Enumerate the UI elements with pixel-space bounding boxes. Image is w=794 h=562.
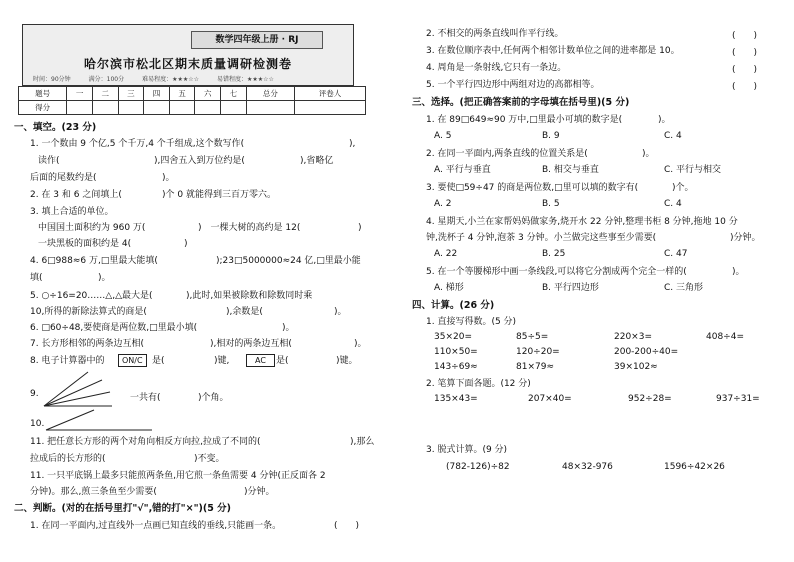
calc-item: 408÷4= xyxy=(706,332,744,342)
q7-end2: )。 xyxy=(354,339,367,349)
q9-end: )个角。 xyxy=(198,393,229,403)
q11-text: 11. 把任意长方形的两个对角向相反方向拉,拉成了不同的( xyxy=(30,437,261,447)
judge-q5: 5. 一个平行四边形中两组对边的高都相等。 xyxy=(426,80,600,90)
choice-q1-option-c[interactable]: C. 4 xyxy=(664,131,682,141)
choice-q5-option-c[interactable]: C. 三角形 xyxy=(664,283,704,293)
score-cell: 七 xyxy=(221,87,247,101)
score-cell: 评卷人 xyxy=(295,87,366,101)
q10-number: 10. xyxy=(30,419,45,429)
score-entry[interactable] xyxy=(221,101,247,115)
choice-q5-option-a[interactable]: A. 梯形 xyxy=(434,283,464,293)
q7-text: 7. 长方形相邻的两条边互相( xyxy=(30,339,144,349)
judge-q1: 1. 在同一平面内,过直线外一点画已知直线的垂线,只能画一条。 xyxy=(30,521,282,531)
score-entry[interactable] xyxy=(295,101,366,115)
section-fill-blank-title: 一、填空。(23 分) xyxy=(14,122,97,133)
judge-q4: 4. 周角是一条射线,它只有一条边。 xyxy=(426,63,567,73)
q11-end: ),那么 xyxy=(350,437,375,447)
exam-meta: 时间：90分钟 满分：100分 难易程度：★★★☆☆ 易错程度：★★★☆☆ xyxy=(33,76,274,83)
choice-q4: 4. 星期天,小兰在家帮妈妈做家务,烧开水 22 分钟,整理书柜 8 分钟,拖地 10 分 xyxy=(426,217,738,227)
q8-text: 8. 电子计算器中的 xyxy=(30,356,105,366)
calc-item: 35×20= xyxy=(434,332,472,342)
q5-mid: ),此时,如果被除数和除数同时乘 xyxy=(186,291,313,301)
q1-line2-end: ),省略亿 xyxy=(300,156,334,166)
angle-figure-q10 xyxy=(44,408,154,432)
q1-line1: 1. 一个数由 9 个亿,5 个千万,4 个千组成,这个数写作( xyxy=(30,139,245,149)
q4b-text: 填( xyxy=(30,273,43,283)
score-table-score-row xyxy=(19,101,366,115)
score-entry[interactable] xyxy=(92,101,118,115)
choice-q1-option-a[interactable]: A. 5 xyxy=(434,131,452,141)
banner-subtitle: 数学四年级上册 · RJ xyxy=(191,31,323,49)
calc-written-item: 135×43= xyxy=(434,394,478,404)
calc-key-ac xyxy=(246,354,275,367)
calc-written-item: 937÷31= xyxy=(716,394,760,404)
q1-line2: 读作( xyxy=(38,156,60,166)
calc-item: 85÷5= xyxy=(516,332,549,342)
choice-q5-option-b[interactable]: B. 平行四边形 xyxy=(542,283,599,293)
score-cell: 总分 xyxy=(246,87,294,101)
score-cell: 三 xyxy=(118,87,144,101)
q11b-text: 拉成后的长方形的( xyxy=(30,454,106,464)
q3a-end: ) xyxy=(358,223,362,233)
choice-q4-option-a[interactable]: A. 22 xyxy=(434,249,458,259)
judge-q3: 3. 在数位顺序表中,任何两个相邻计数单位之间的进率都是 10。 xyxy=(426,46,680,56)
q3b-text: 一块黑板的面积约是 4( xyxy=(38,239,132,249)
choice-q2-end: )。 xyxy=(642,149,655,159)
judge-q3-paren[interactable]: ( ) xyxy=(732,48,758,58)
section-choice-title: 三、选择。(把正确答案前的字母填在括号里)(5 分) xyxy=(412,97,630,108)
judge-q1-paren[interactable]: ( ) xyxy=(334,521,360,531)
section-judge-title: 二、判断。(对的在括号里打"√",错的打"×")(5 分) xyxy=(14,503,231,514)
judge-q2-paren[interactable]: ( ) xyxy=(732,31,758,41)
q1-line1-end: ), xyxy=(349,139,356,149)
score-entry[interactable] xyxy=(67,101,93,115)
q3a-text: 中国国土面积约为 960 万( xyxy=(38,223,146,233)
calc-item: 220×3= xyxy=(614,332,652,342)
calc-item: 81×79≈ xyxy=(516,362,554,372)
choice-q1-option-b[interactable]: B. 9 xyxy=(542,131,560,141)
q5-text: 5. ○÷16=20……△,△最大是( xyxy=(30,291,153,301)
q3a-mid: ) 一棵大树的高约是 12( xyxy=(198,223,301,233)
q1-line3: 后面的尾数约是( xyxy=(30,173,97,183)
score-cell: 题号 xyxy=(19,87,67,101)
calc-key-on-c xyxy=(118,354,147,367)
judge-q4-paren[interactable]: ( ) xyxy=(732,65,758,75)
score-table xyxy=(18,86,366,115)
score-entry[interactable] xyxy=(246,101,294,115)
q12b-text: 分钟)。那么,煎三条鱼至少需要( xyxy=(30,487,157,497)
calc-step-title: 3. 脱式计算。(9 分) xyxy=(426,445,508,455)
choice-q3-option-b[interactable]: B. 5 xyxy=(542,199,560,209)
calc-written-item: 207×40= xyxy=(528,394,572,404)
calc-written-title: 2. 笔算下面各题。(12 分) xyxy=(426,379,531,389)
key-on-c-label: ON/C xyxy=(118,354,147,367)
q8-mid3: 是( xyxy=(276,356,289,366)
q5b-end: )。 xyxy=(334,307,347,317)
score-cell: 一 xyxy=(67,87,93,101)
q4-text: 4. 6□988≈6 万,□里最大能填( xyxy=(30,256,158,266)
score-cell: 四 xyxy=(144,87,170,101)
choice-q4-line2: 钟,洗杯子 4 分钟,泡茶 3 分钟。小兰做完这些事至少需要( xyxy=(426,233,657,243)
choice-q3: 3. 要使□59÷47 的商是两位数,□里可以填的数字有( xyxy=(426,183,639,193)
calc-item: 120÷20= xyxy=(516,347,560,357)
choice-q3-option-a[interactable]: A. 2 xyxy=(434,199,452,209)
score-entry[interactable] xyxy=(144,101,170,115)
q12-text: 11. 一只平底锅上最多只能煎两条鱼,用它煎一条鱼需要 4 分钟(正反面各 2 xyxy=(30,471,326,481)
calc-step-item: (782-126)÷82 xyxy=(446,462,510,472)
q4b-end: )。 xyxy=(98,273,111,283)
calc-step-item: 1596÷42×26 xyxy=(664,462,725,472)
section-calc-title: 四、计算。(26 分) xyxy=(412,300,495,311)
q5b-mid: ),余数是( xyxy=(226,307,263,317)
choice-q2: 2. 在同一平面内,两条直线的位置关系是( xyxy=(426,149,588,159)
q6-text: 6. □60÷48,要使商是两位数,□里最小填( xyxy=(30,323,198,333)
q8-mid2: )键, xyxy=(214,356,230,366)
q3b-end: ) xyxy=(184,239,188,249)
key-ac-label: AC xyxy=(246,354,275,367)
choice-q4-end: )分钟。 xyxy=(730,233,761,243)
calc-item: 110×50= xyxy=(434,347,478,357)
q12b-end: )分钟。 xyxy=(244,487,275,497)
score-cell: 二 xyxy=(92,87,118,101)
q1-line3-end: )。 xyxy=(162,173,175,183)
calc-direct-title: 1. 直接写得数。(5 分) xyxy=(426,317,517,327)
q8-end: )键。 xyxy=(336,356,358,366)
q6-end: )。 xyxy=(282,323,295,333)
angle-figure-q9 xyxy=(42,370,114,410)
choice-q1: 1. 在 89□649≈90 万中,□里最小可填的数字是( xyxy=(426,115,623,125)
calc-item: 39×102≈ xyxy=(614,362,658,372)
calc-item: 200-200÷40= xyxy=(614,347,679,357)
q3-text: 3. 填上合适的单位。 xyxy=(30,207,114,217)
score-cell: 六 xyxy=(195,87,221,101)
q8-mid: 是( xyxy=(152,356,165,366)
choice-q4-option-c[interactable]: C. 47 xyxy=(664,249,688,259)
choice-q3-option-c[interactable]: C. 4 xyxy=(664,199,682,209)
judge-q5-paren[interactable]: ( ) xyxy=(732,82,758,92)
q9-text: 一共有( xyxy=(130,393,161,403)
score-table-header-row xyxy=(19,87,366,101)
q7-end: ),相对的两条边互相( xyxy=(210,339,292,349)
choice-q1-end: )。 xyxy=(658,115,671,125)
q11b-end: )不变。 xyxy=(194,454,225,464)
choice-q4-option-b[interactable]: B. 25 xyxy=(542,249,566,259)
score-row-label: 得分 xyxy=(19,101,67,115)
exam-banner xyxy=(22,24,354,86)
calc-written-item: 952÷28= xyxy=(628,394,672,404)
q5b-text: 10,所得的新除法算式的商是( xyxy=(30,307,147,317)
choice-q2-option-c[interactable]: C. 平行与相交 xyxy=(664,165,722,175)
score-entry[interactable] xyxy=(118,101,144,115)
choice-q2-option-b[interactable]: B. 相交与垂直 xyxy=(542,165,599,175)
choice-q3-end: )个。 xyxy=(672,183,694,193)
judge-q2: 2. 不相交的两条直线叫作平行线。 xyxy=(426,29,564,39)
calc-step-item: 48×32-976 xyxy=(562,462,613,472)
exam-title: 哈尔滨市松北区期末质量调研检测卷 xyxy=(83,57,292,71)
q2-text: 2. 在 3 和 6 之间填上( xyxy=(30,190,122,200)
q1-line2-mid: ),四舍五入到万位约是( xyxy=(154,156,245,166)
score-entry[interactable] xyxy=(169,101,195,115)
score-entry[interactable] xyxy=(195,101,221,115)
choice-q5-end: )。 xyxy=(732,267,745,277)
q2-end: )个 0 就能得到三百万零六。 xyxy=(162,190,276,200)
calc-item: 143÷69≈ xyxy=(434,362,478,372)
q9-number: 9. xyxy=(30,389,39,399)
choice-q2-option-a[interactable]: A. 平行与垂直 xyxy=(434,165,491,175)
score-cell: 五 xyxy=(169,87,195,101)
q4-mid: );23□5000000≈24 亿,□里最小能 xyxy=(216,256,361,266)
choice-q5: 5. 在一个等腰梯形中画一条线段,可以将它分割成两个完全一样的( xyxy=(426,267,687,277)
